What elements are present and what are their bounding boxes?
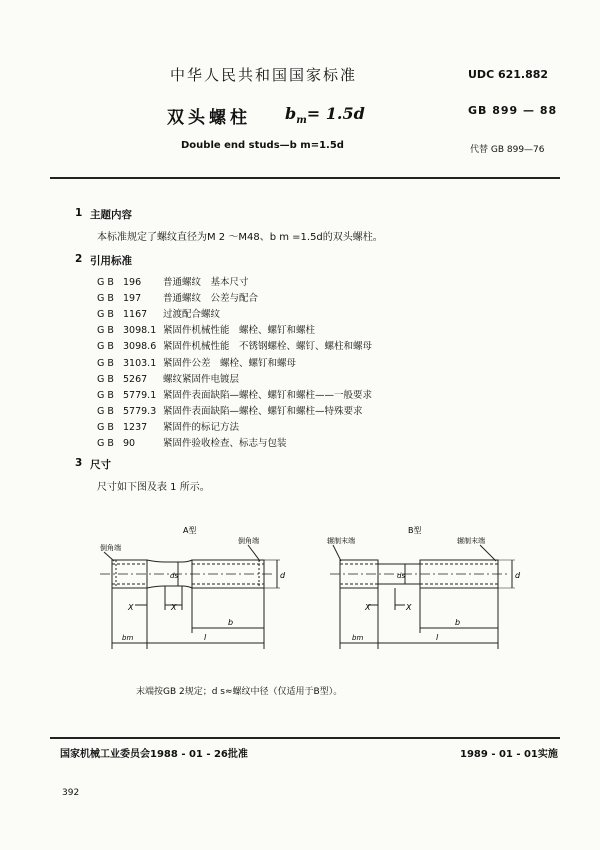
section-2-heading: 引用标准	[90, 255, 132, 267]
reference-item	[97, 355, 296, 369]
reference-gb: GB	[97, 421, 117, 433]
udc-code: UDC 621.882	[468, 68, 549, 81]
reference-title: 紧固件公差 螺栓、螺钉和螺母	[163, 357, 297, 369]
reference-title: 普通螺纹 基本尺寸	[163, 277, 249, 288]
reference-gb: GB	[97, 325, 117, 337]
reference-item	[97, 290, 258, 304]
stud-figure	[0, 515, 600, 690]
reference-item	[97, 387, 372, 401]
dim-x-a1: X	[128, 603, 134, 612]
figure-note: 末端按GB 2规定；d s≈螺纹中径（仅适用于B型）。	[136, 687, 343, 697]
chamfer-end-label-left: 倒角端	[100, 544, 121, 552]
page-number: 392	[62, 788, 80, 798]
reference-gb: GB	[97, 389, 117, 401]
reference-item	[97, 419, 239, 433]
dim-l-a: l	[204, 633, 207, 642]
dim-bm-b: bm	[352, 634, 364, 642]
reference-gb: GB	[97, 309, 117, 321]
reference-number: 3098.1	[123, 325, 157, 337]
figure-label-b: B型	[408, 526, 422, 535]
dim-ds-a: ds	[170, 572, 179, 580]
reference-item	[97, 322, 315, 336]
reference-title: 紧固件验收检查、标志与包装	[163, 438, 287, 449]
figure-label-a: A型	[183, 526, 197, 535]
formula-rest: = 1.5d	[306, 104, 365, 123]
reference-gb: GB	[97, 357, 117, 369]
section-3-text: 尺寸如下图及表 1 所示。	[97, 482, 210, 493]
reference-number: 5779.3	[123, 405, 157, 417]
section-2-number: 2	[75, 253, 83, 265]
document-title: 双头螺柱	[167, 108, 251, 128]
formula-b: b	[285, 104, 297, 123]
section-3-heading: 尺寸	[90, 459, 111, 471]
reference-gb: GB	[97, 405, 117, 417]
rolled-end-label-right: 辗制末端	[457, 537, 485, 545]
reference-gb: GB	[97, 438, 117, 449]
dim-x-b1: X	[365, 603, 371, 612]
standard-title: 中华人民共和国国家标准	[170, 66, 358, 84]
reference-number: 197	[123, 293, 142, 305]
footer-rule	[50, 737, 560, 739]
header-rule	[50, 177, 560, 179]
reference-title: 过渡配合螺纹	[163, 309, 221, 321]
rolled-end-label-left: 辗制末端	[327, 537, 355, 545]
reference-number: 3103.1	[123, 357, 157, 369]
dim-b-b: b	[455, 618, 461, 627]
reference-item	[97, 435, 287, 449]
reference-title: 紧固件机械性能 不锈钢螺栓、螺钉、螺柱和螺母	[163, 341, 373, 353]
reference-number: 3098.6	[123, 341, 157, 353]
section-1-number: 1	[75, 207, 83, 219]
section-3-number: 3	[75, 457, 83, 469]
section-1-heading: 主题内容	[90, 209, 132, 221]
reference-number: 90	[123, 438, 136, 449]
approval-text: 国家机械工业委员会1988 - 01 - 26批准	[60, 749, 248, 760]
reference-item	[97, 371, 239, 385]
dim-x-a2: X	[171, 603, 177, 612]
reference-title: 普通螺纹 公差与配合	[163, 293, 259, 305]
reference-item	[97, 338, 372, 352]
formula-sub: m	[296, 115, 307, 127]
reference-number: 5267	[123, 373, 148, 385]
reference-item	[97, 306, 220, 320]
chamfer-end-label-right: 倒角端	[238, 537, 259, 545]
reference-item	[97, 403, 363, 417]
reference-number: 196	[123, 277, 142, 288]
reference-title: 紧固件机械性能 螺栓、螺钉和螺柱	[163, 325, 316, 337]
reference-number: 1167	[123, 309, 148, 321]
reference-gb: GB	[97, 341, 117, 353]
dim-d-b: d	[515, 571, 521, 580]
reference-title: 紧固件的标记方法	[163, 421, 240, 433]
reference-title: 紧固件表面缺陷—螺栓、螺钉和螺柱—特殊要求	[163, 405, 363, 417]
reference-title: 紧固件表面缺陷—螺栓、螺钉和螺柱——一般要求	[163, 389, 373, 401]
dim-b-a: b	[228, 618, 234, 627]
dim-l-b: l	[436, 633, 439, 642]
implementation-date: 1989 - 01 - 01实施	[460, 749, 558, 760]
gb-number: GB 899 — 88	[468, 104, 558, 117]
dim-ds-b: ds	[397, 572, 406, 580]
english-title: Double end studs—b m=1.5d	[181, 140, 344, 151]
dim-bm-a: bm	[122, 634, 134, 642]
replaces-note: 代替 GB 899—76	[470, 145, 545, 155]
reference-item	[97, 274, 249, 288]
reference-number: 5779.1	[123, 389, 157, 401]
reference-number: 1237	[123, 421, 148, 433]
reference-gb: GB	[97, 293, 117, 305]
reference-gb: GB	[97, 277, 117, 288]
dim-d-a: d	[280, 571, 286, 580]
reference-gb: GB	[97, 373, 117, 385]
dim-x-b2: X	[406, 603, 412, 612]
reference-title: 螺纹紧固件电镀层	[163, 373, 240, 385]
section-1-text: 本标准规定了螺纹直径为M 2 ～M48、b m =1.5d的双头螺柱。	[97, 232, 383, 243]
title-formula	[285, 104, 365, 126]
